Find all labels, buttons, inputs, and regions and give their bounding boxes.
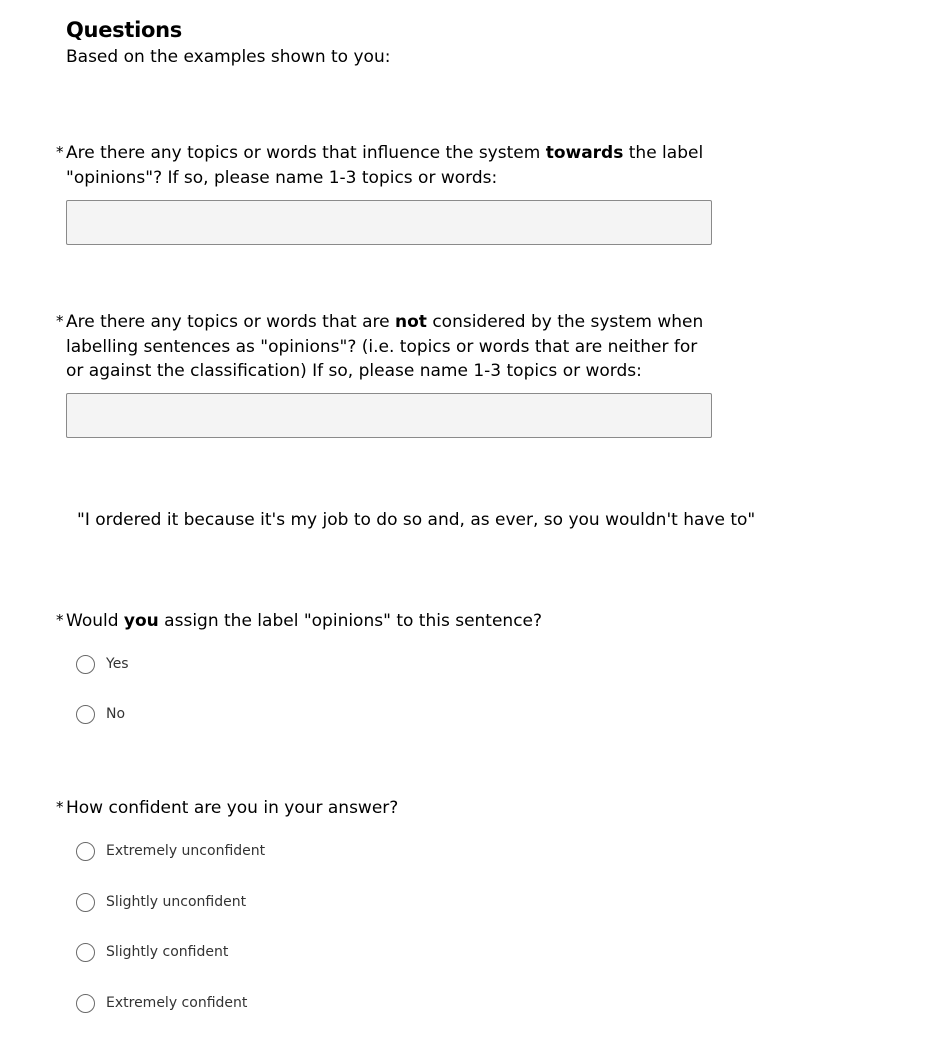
option-label: Extremely unconfident — [106, 843, 266, 859]
question-not-considered — [56, 310, 706, 384]
option-extremely-unconfident[interactable] — [76, 839, 265, 863]
section-title: Questions — [66, 18, 182, 42]
radio-button[interactable] — [76, 893, 95, 912]
option-slightly-unconfident[interactable] — [76, 890, 246, 914]
required-marker: * — [56, 611, 64, 629]
question-text-part: assign the label "opinions" to this sentence? — [158, 611, 543, 631]
question-text-emphasis: not — [395, 312, 427, 332]
radio-button[interactable] — [76, 842, 95, 861]
required-marker: * — [56, 143, 64, 161]
question-text: How confident are you in your answer? — [66, 798, 399, 818]
not-considered-topics-input[interactable] — [66, 393, 712, 438]
question-text-emphasis: you — [123, 611, 159, 631]
question-text-part: Are there any topics or words that are — [66, 312, 395, 332]
option-label: Slightly unconfident — [106, 894, 247, 910]
section-subtitle: Based on the examples shown to you: — [66, 47, 391, 67]
question-towards-label — [56, 141, 706, 190]
radio-button[interactable] — [76, 994, 95, 1013]
towards-topics-input[interactable] — [66, 200, 712, 245]
radio-button[interactable] — [76, 705, 95, 724]
option-label: No — [106, 706, 126, 722]
option-label: Slightly confident — [106, 944, 229, 960]
option-yes[interactable] — [76, 652, 129, 676]
question-text-part: the label "opinions"? If so, please name 1-3 topics or words: — [66, 143, 704, 188]
required-marker: * — [56, 798, 64, 816]
radio-button[interactable] — [76, 943, 95, 962]
radio-button[interactable] — [76, 655, 95, 674]
option-no[interactable] — [76, 702, 125, 726]
question-assign-label — [56, 609, 706, 634]
question-confidence — [56, 796, 706, 821]
example-sentence: "I ordered it because it's my job to do so and, as ever, so you wouldn't have to" — [77, 510, 756, 530]
option-extremely-confident[interactable] — [76, 991, 247, 1015]
option-label: Yes — [106, 656, 129, 672]
question-text-part: Are there any topics or words that influence the system — [66, 143, 546, 163]
option-label: Extremely confident — [106, 995, 248, 1011]
question-text-part: Would — [66, 611, 124, 631]
required-marker: * — [56, 312, 64, 330]
question-text-emphasis: towards — [545, 143, 624, 163]
question-text-part: considered by the system when labelling sentences as "opinions"? (i.e. topics or words that are neither for or against the classification) If so, please name 1-3 topics or words: — [66, 312, 704, 381]
option-slightly-confident[interactable] — [76, 940, 228, 964]
